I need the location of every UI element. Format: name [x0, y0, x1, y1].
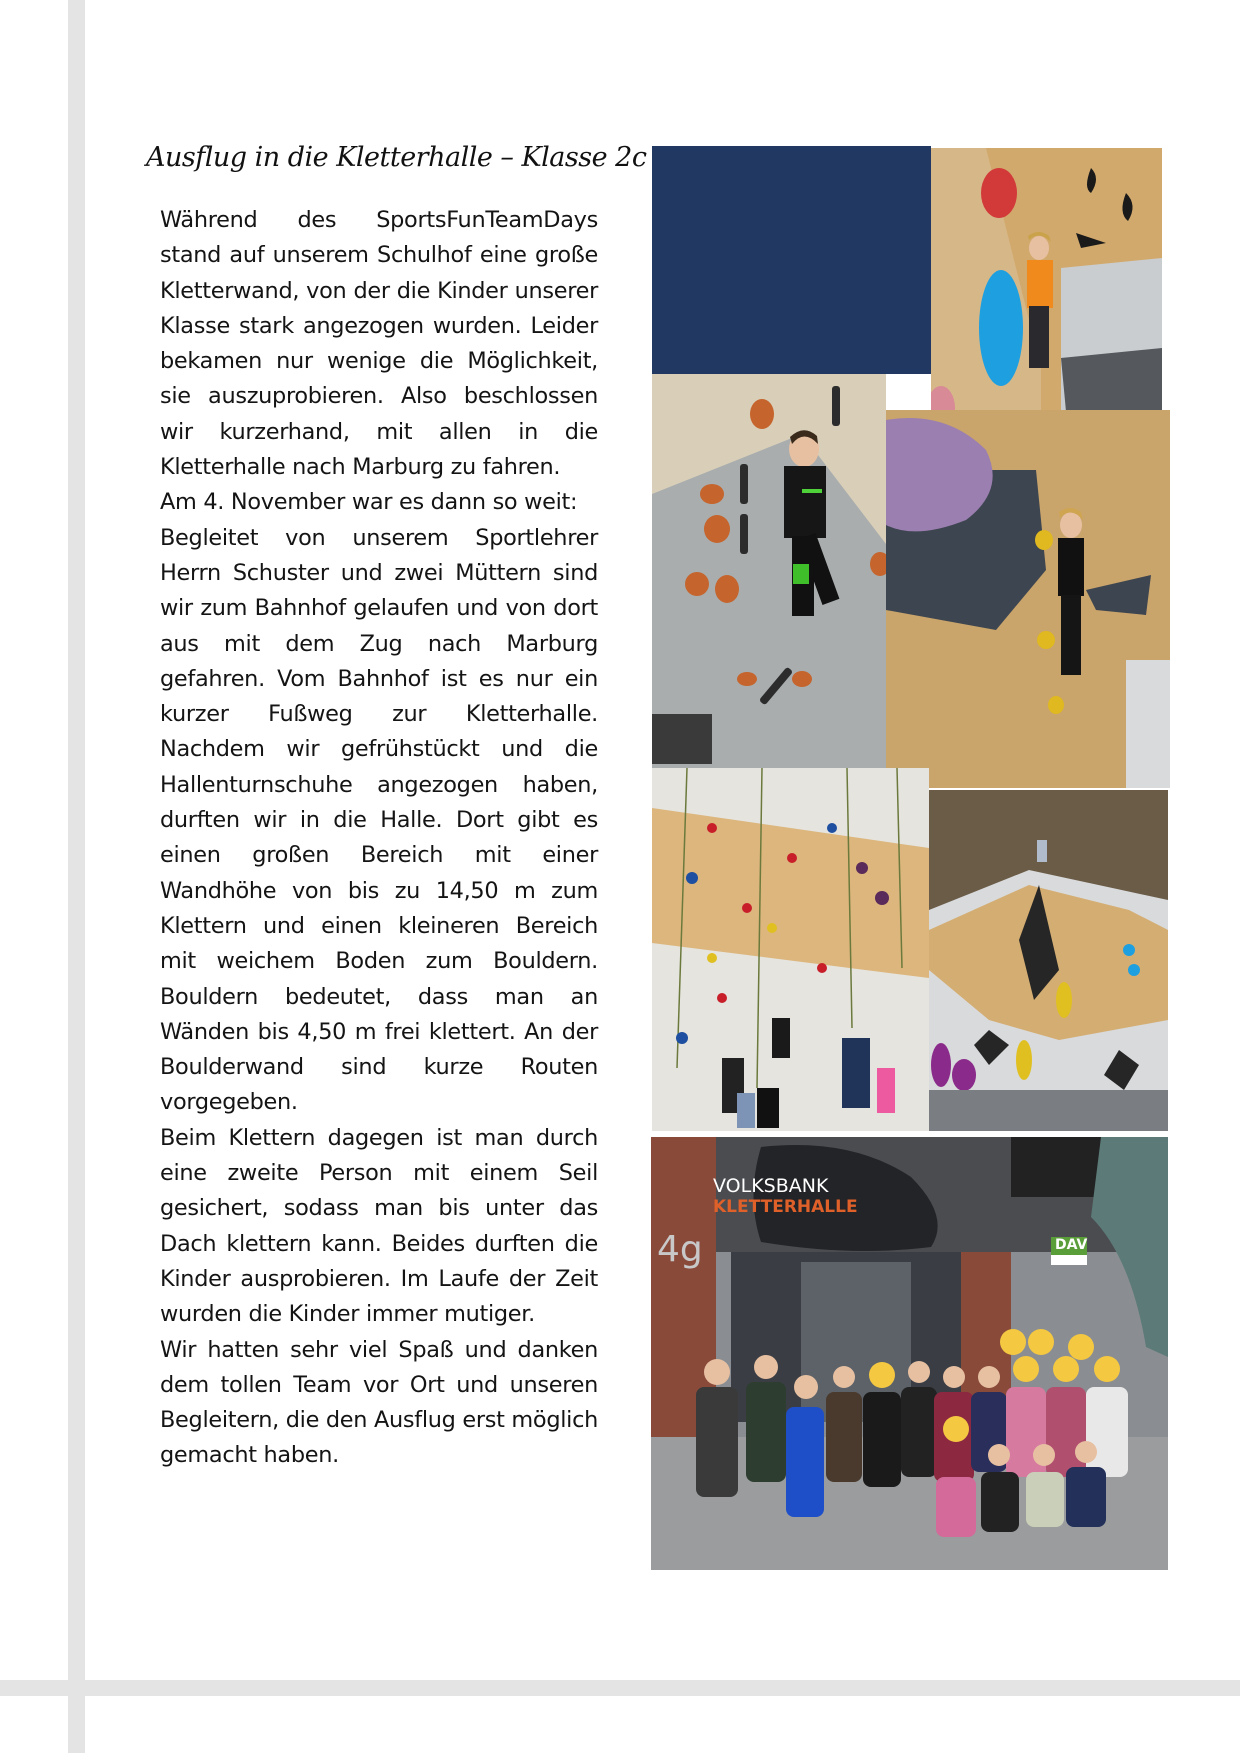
article-title: Ausflug in die Kletterhalle – Klasse 2c: [146, 142, 647, 173]
photo-rope-climbing-wall: [652, 768, 929, 1131]
paragraph-date: Am 4. November war es dann so weit:: [160, 489, 578, 516]
photo-boy-purple-hold: [886, 410, 1170, 788]
page-margin-vertical-bar: [68, 0, 85, 1753]
house-number: 4g: [657, 1229, 703, 1270]
photo-boy-grey-wall: [652, 374, 886, 770]
dav-sign: DAV: [1055, 1237, 1088, 1253]
paragraph-intro: Während des SportsFunTeamDays stand auf unserem Schulhof eine große Kletterwand, von der die Kinder unserer Klasse stark angezogen wurden. Leider bekamen nur wenige die Möglichkeit, sie auszuprobieren. Also beschlossen wir kurzerhand, mit allen in die Kletterhalle nach Marburg zu fahren.: [160, 207, 598, 481]
article-body: [160, 203, 598, 1474]
paragraph-thanks: Wir hatten sehr viel Spaß und danken dem tollen Team vor Ort und unseren Begleitern, die den Ausflug erst möglich gemacht haben.: [160, 1336, 598, 1469]
sign-volksbank: VOLKSBANK: [713, 1175, 829, 1197]
page-break-horizontal-bar: [0, 1680, 1240, 1696]
blue-color-block: [652, 146, 931, 374]
paragraph-trip: Begleitet von unserem Sportlehrer Herrn Schuster und zwei Müttern sind wir zum Bahnhof gelaufen und von dort aus mit dem Zug nach Marburg gefahren. Vom Bahnhof ist es nur ein kurzer Fußweg zur Kletterhalle. Nachdem wir gefrühstückt und die Hallenturnschuhe angezogen haben, durften wir in die Halle. Dort gibt es einen großen Bereich mit einer Wandhöhe von bis zu 14,50 m zum Klettern und einen kleineren Bereich mit weichem Boden zum Bouldern. Bouldern bedeutet, dass man an Wänden bis 4,50 m frei klettert. An der Boulderwand sind kurze Routen vorgegeben.: [160, 524, 598, 1116]
photo-boulder-area: [929, 790, 1168, 1131]
sign-kletterhalle: KLETTERHALLE: [713, 1197, 858, 1217]
photo-group-in-front-of-climbing-hall: [651, 1137, 1168, 1570]
paragraph-climbing: Beim Klettern dagegen ist man durch eine zweite Person mit einem Seil gesichert, sodass man bis unter das Dach klettern kann. Beides durften die Kinder ausprobieren. Im Laufe der Zeit wurden die Kinder immer mutiger.: [160, 1124, 598, 1328]
